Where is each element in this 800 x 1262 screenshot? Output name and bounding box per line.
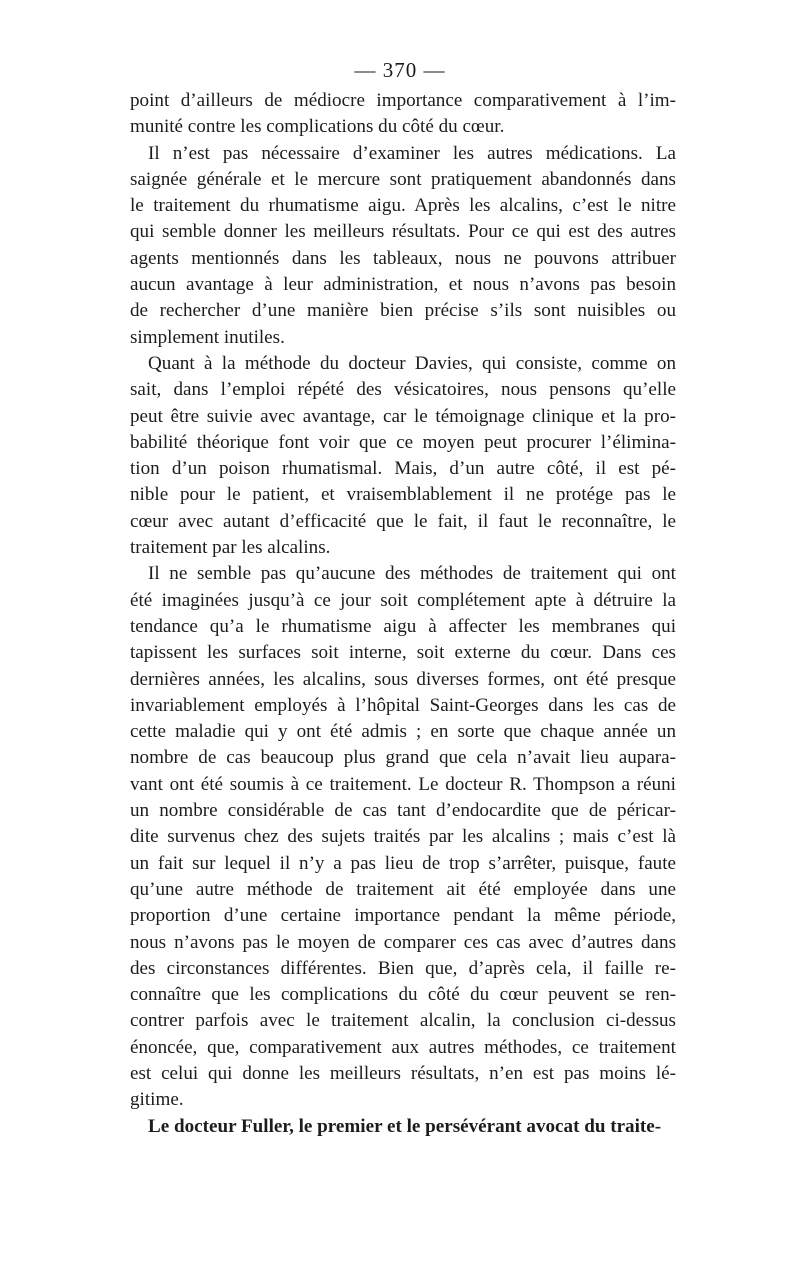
text-line (130, 614, 676, 640)
line-text: Il ne semble pas qu’aucune des méthodes de traitement qui ont (148, 563, 676, 585)
line-text: point d’ailleurs de médiocre importance comparativement à l’im- (130, 90, 676, 111)
text-line (130, 298, 676, 324)
line-text: de rechercher d’une manière bien précise s’ils sont nuisibles ou (130, 300, 676, 322)
text-line (130, 745, 676, 771)
text-line (130, 640, 676, 666)
line-text: Il n’est pas nécessaire d’examiner les autres médications. La (148, 142, 676, 164)
line-text: traitement par les alcalins. (130, 537, 331, 559)
line-text: aucun avantage à leur administration, et nous n’avons pas besoin (130, 274, 676, 296)
line-text: tendance qu’a le rhumatisme aigu à affecter les membranes qui (130, 615, 676, 637)
line-text: nible pour le patient, et vraisemblablement il ne protége pas le (130, 484, 676, 506)
text-line (130, 535, 676, 561)
page-number: — 370 — (354, 58, 446, 82)
line-text: énoncée, que, comparativement aux autres méthodes, ce traitement (130, 1036, 676, 1058)
line-text: nombre de cas beaucoup plus grand que cela n’avait lieu aupara- (130, 747, 676, 769)
line-text: est celui qui donne les meilleurs résultats, n’en est pas moins lé- (130, 1062, 676, 1084)
text-line (130, 903, 676, 929)
text-line (130, 193, 676, 219)
line-text: un nombre considérable de cas tant d’endocardite que de péricar- (130, 800, 676, 822)
line-text: Le docteur Fuller, le premier et le persévérant avocat du traite- (148, 1115, 662, 1137)
text-line (130, 851, 676, 877)
line-text: peut être suivie avec avantage, car le témoignage clinique et la pro- (130, 405, 676, 427)
line-text: invariablement employés à l’hôpital Saint-Georges dans les cas de (130, 694, 676, 716)
text-line (130, 1087, 676, 1113)
line-text: des circonstances différentes. Bien que, d’après cela, il faille re- (130, 957, 676, 979)
paragraph (130, 141, 676, 351)
line-text: vant ont été soumis à ce traitement. Le docteur R. Thompson a réuni (130, 773, 676, 795)
text-line (130, 772, 676, 798)
line-text: agents mentionnés dans les tableaux, nous ne pouvons attribuer (130, 247, 676, 269)
text-line (130, 798, 676, 824)
text-line (130, 719, 676, 745)
line-text: tion d’un poison rhumatismal. Mais, d’un autre côté, il est pé- (130, 458, 676, 480)
text-line (130, 877, 676, 903)
line-text: munité contre les complications du côté du cœur. (130, 116, 505, 138)
text-line (130, 956, 676, 982)
text-line (130, 456, 676, 482)
body-text (130, 88, 676, 1140)
text-line (130, 693, 676, 719)
line-text: cette maladie qui y ont été admis ; en sorte que chaque année un (130, 721, 676, 743)
text-line (130, 219, 676, 245)
text-line (130, 1035, 676, 1061)
line-text: sait, dans l’emploi répété des vésicatoires, nous pensons qu’elle (130, 379, 676, 401)
line-text: qu’une autre méthode de traitement ait été employée dans une (130, 878, 676, 900)
line-text: un fait sur lequel il n’y a pas lieu de trop s’arrêter, puisque, faute (130, 852, 676, 874)
text-line (130, 930, 676, 956)
paragraph (130, 88, 676, 141)
text-line (130, 88, 676, 114)
text-line (130, 1061, 676, 1087)
text-line (130, 246, 676, 272)
line-text: proportion d’une certaine importance pendant la même période, (130, 905, 676, 927)
text-line (130, 482, 676, 508)
line-text: le traitement du rhumatisme aigu. Après les alcalins, c’est le nitre (130, 195, 676, 217)
line-text: nous n’avons pas le moyen de comparer ces cas avec d’autres dans (130, 931, 676, 953)
line-text: dite survenus chez des sujets traités par les alcalins ; mais c’est là (130, 826, 676, 848)
text-line (130, 1114, 676, 1140)
text-line (130, 351, 676, 377)
line-text: gitime. (130, 1089, 184, 1111)
text-line (130, 561, 676, 587)
text-line (130, 404, 676, 430)
paragraph (130, 351, 676, 561)
line-text: qui semble donner les meilleurs résultats. Pour ce qui est des autres (130, 221, 676, 243)
line-text: Quant à la méthode du docteur Davies, qui consiste, comme on (148, 352, 676, 374)
text-line (130, 377, 676, 403)
line-text: simplement inutiles. (130, 326, 285, 348)
line-text: contrer parfois avec le traitement alcalin, la conclusion ci-dessus (130, 1010, 676, 1032)
text-line (130, 167, 676, 193)
text-line (130, 272, 676, 298)
text-line (130, 325, 676, 351)
text-line (130, 509, 676, 535)
text-line (130, 824, 676, 850)
text-line (130, 588, 676, 614)
text-line (130, 114, 676, 140)
line-text: dernières années, les alcalins, sous diverses formes, ont été presque (130, 668, 676, 690)
line-text: été imaginées jusqu’à ce jour soit complétement apte à détruire la (130, 589, 676, 611)
line-text: babilité théorique font voir que ce moyen peut procurer l’élimina- (130, 431, 676, 453)
text-line (130, 982, 676, 1008)
text-line (130, 1008, 676, 1034)
text-line (130, 141, 676, 167)
line-text: connaître que les complications du côté du cœur peuvent se ren- (130, 984, 676, 1006)
line-text: saignée générale et le mercure sont pratiquement abandonnés dans (130, 168, 676, 190)
paragraph (130, 1114, 676, 1140)
text-line (130, 667, 676, 693)
text-line (130, 430, 676, 456)
paragraph (130, 561, 676, 1113)
line-text: cœur avec autant d’efficacité que le fait, il faut le reconnaître, le (130, 510, 676, 532)
line-text: tapissent les surfaces soit interne, soit externe du cœur. Dans ces (130, 642, 676, 664)
